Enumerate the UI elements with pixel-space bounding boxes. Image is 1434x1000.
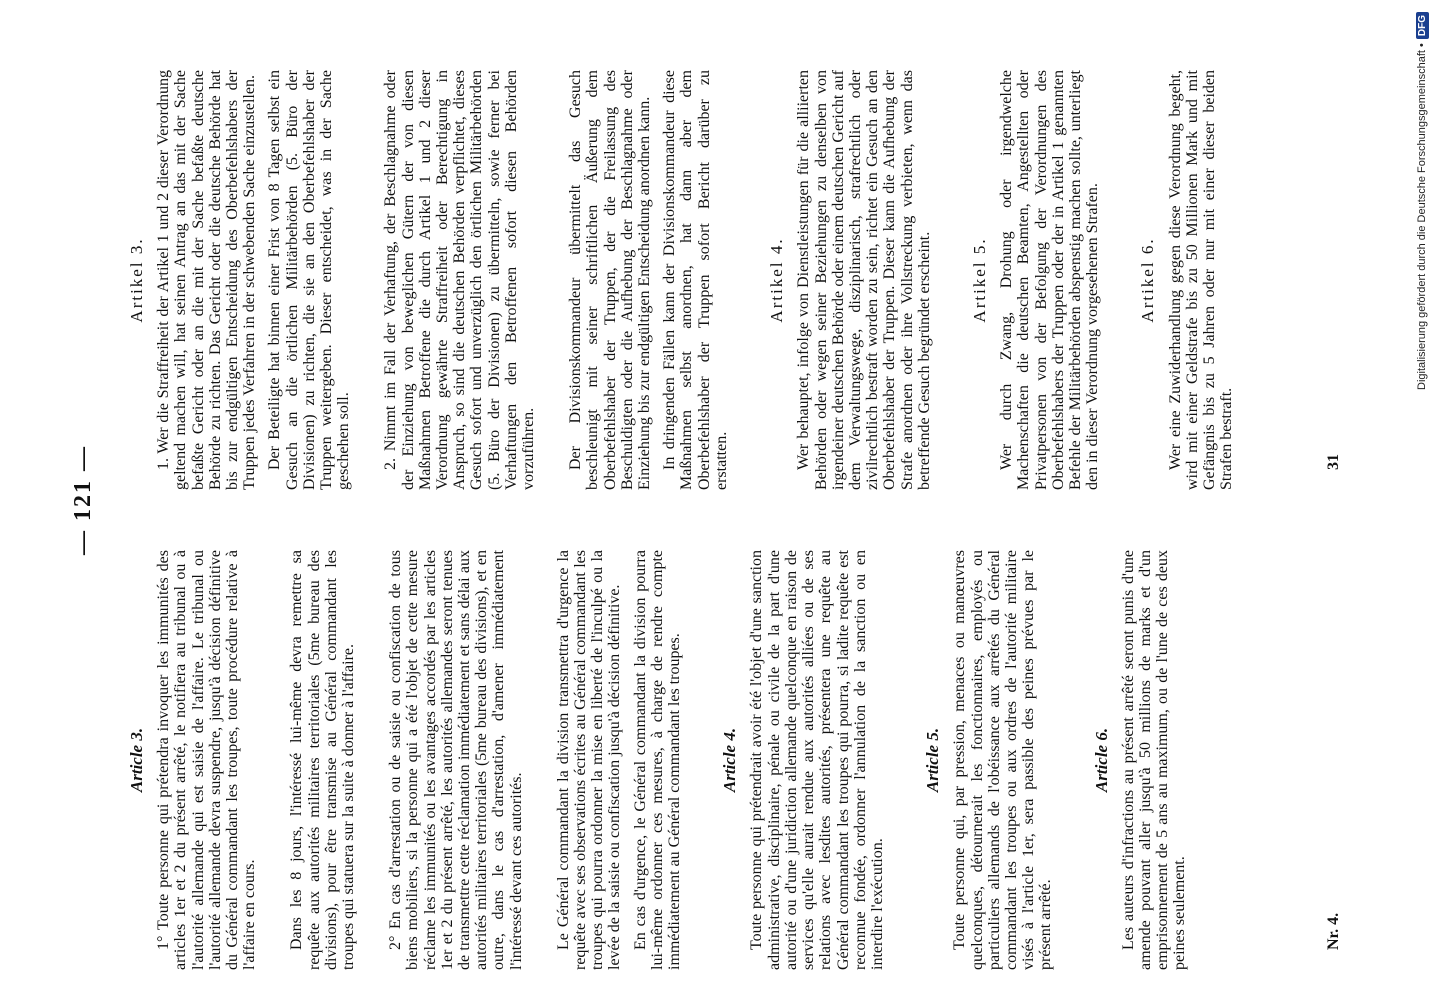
french-article-4-title: Article 4. bbox=[720, 727, 740, 793]
german-article-6-title: Artikel 6. bbox=[1138, 237, 1158, 323]
french-article-3-para-3: 2° En cas d'arrestation ou de saisie ou confiscation de tous biens mobiliers, si la personne qui a été l'objet de cette mesure réclame les immunités ou les avantages accordés par les articles 1er et 2 du présent arrêté, les autorités allemandes seront tenues de transmettre cette réclamation immédiatement et sans délai aux autorités militaires territoriales (5me bureau des divisions), et en outre, dans le cas d'arrestation, d'amener immédiatement l'intéressé devant ces autorités. bbox=[387, 550, 525, 970]
french-article-3-para-5: En cas d'urgence, le Général commandant la division pourra lui-même ordonner ces mesures, à charge de rendre compte immédiatement au Général commandant les troupes. bbox=[631, 550, 684, 970]
page-header: — 121 — bbox=[70, 445, 96, 555]
german-article-5-title: Artikel 5. bbox=[969, 237, 989, 323]
french-article-5-title: Article 5. bbox=[923, 727, 943, 793]
german-article-4-title: Artikel 4. bbox=[767, 237, 787, 323]
french-article-3-title: Article 3. bbox=[127, 727, 146, 793]
german-article-3-para-5: In dringenden Fällen kann der Divisionskommandeur diese Maßnahmen selbst anordnen, hat dann aber dem Oberbefehlshaber der Truppen sofort Bericht darüber zu erstatten. bbox=[661, 70, 730, 490]
german-article-6-para-1: Wer eine Zuwiderhandlung gegen diese Verordnung begeht, wird mit einer Geldstrafe bis zu 50 Millionen Mark und mit Gefängnis bis zu 5 Jahren oder nur mit einer dieser beiden Strafen bestraft. bbox=[1166, 70, 1236, 490]
french-article-5-para-1: Toute personne qui, par pression, menaces ou manœuvres quelconques, détournerait les fonctionnaires, employés ou particuliers allemands de l'obéissance aux arrêtés du Général commandant les troupes ou aux ordres de l'autorité militaire visés à l'article 1er, sera passible des peines prévues par le présent arrêté. bbox=[951, 550, 1055, 970]
rotated-gazette-page bbox=[70, 30, 1370, 970]
footer-page-number: 31 bbox=[1325, 454, 1342, 470]
german-article-3-para-1: 1. Wer die Straffreiheit der Artikel 1 und 2 dieser Verordnung geltend machen will, hat seinen Antrag an das mit der Sache befaßte Gericht oder an die mit der Sache befaßte deutsche Behörde zu richten. Das Gericht oder die deutsche Behörde hat bis zur endgültigen Entscheidung des Oberbefehlshabers der Truppen jedes Verfahren in der schwebenden Sache einzustellen. bbox=[155, 70, 259, 490]
german-article-3-para-2: Der Beteiligte hat binnen einer Frist von 8 Tagen selbst ein Gesuch an die örtlichen Militärbehörden (5. Büro der Divisionen) zu richten, die sie an den Oberbefehlshaber der Truppen weitergeben. Dieser entscheidet, was in der Sache geschehen soll. bbox=[266, 70, 353, 490]
german-column bbox=[120, 70, 1243, 490]
german-article-3-title: Artikel 3. bbox=[127, 237, 146, 323]
digitization-credit: Digitalisierung gefördert durch die Deutsche Forschungsgemeinschaft • bbox=[1416, 43, 1428, 390]
german-article-3-para-4: Der Divisionskommandeur übermittelt das Gesuch beschleunigt mit seiner schriftlichen Äußerung dem Oberbefehlshaber der Truppen, der die Freilassung des Beschuldigten oder die Aufhebung der Beschlagnahme oder Einziehung bis zur endgültigen Entscheidung anordnen kann. bbox=[567, 70, 654, 490]
dfg-logo: DFG bbox=[1416, 12, 1429, 39]
signature-mark: Nr. 4. bbox=[1325, 912, 1342, 950]
french-article-3-para-4: Le Général commandant la division transmettra d'urgence la requête avec ses observations écrites au Général commandant les troupes qui pourra ordonner la mise en liberté de l'inculpé ou la levée de la saisie ou confiscation jusqu'à décision définitive. bbox=[554, 550, 624, 970]
french-article-3-para-2: Dans les 8 jours, l'intéressé lui-même devra remettre sa requête aux autorités militaires territoriales (5me bureau des divisions), pour être transmise au Général commandant les troupes qui statuera sur la suite à donner à l'affaire. bbox=[288, 550, 358, 970]
german-article-4-para-1: Wer behauptet, infolge von Dienstleistungen für die alliierten Behörden oder wegen seiner Beziehungen zu denselben von irgendeiner deutschen Behörde oder einem deutschen Gericht auf dem Verwaltungswege, disziplinarisch, strafrechtlich oder zivilrechtlich bestraft worden zu sein, richtet ein Gesuch an den Oberbefehlshaber der Truppen. Dieser kann die Aufhebung der Strafe anordnen oder ihre Vollstreckung verbieten, wenn das betreffende Gesuch begründet erscheint. bbox=[795, 70, 933, 490]
digitization-sidebar bbox=[1412, 10, 1432, 390]
french-article-3-para-1: 1° Toute personne qui prétendra invoquer les immunités des articles 1er et 2 du présent arrêté, le notifiera au tribunal ou à l'autorité allemande qui est saisie de l'affaire. Le tribunal ou l'autorité allemande devra suspendre, jusqu'à décision définitive du Général commandant les troupes, toute procédure relative à l'affaire en cours. bbox=[155, 550, 259, 970]
french-column bbox=[120, 550, 1197, 970]
french-article-6-para-1: Les auteurs d'infractions au présent arrêté seront punis d'une amende pouvant aller jusqu'à 50 millions de marks et d'un emprisonnement de 5 ans au maximum, ou de l'une de ces deux peines seulement. bbox=[1119, 550, 1189, 970]
french-article-6-title: Article 6. bbox=[1091, 727, 1111, 793]
german-article-5-para-1: Wer durch Zwang, Drohung oder irgendwelche Machenschaften die deutschen Beamten, Angestellten oder Privatpersonen von der Befolgung der Verordnungen des Oberbefehlshabers der Truppen oder der in Artikel 1 genannten Befehle der Militärbehörden abspenstig machen sollte, unterliegt den in dieser Verordnung vorgesehenen Strafen. bbox=[998, 70, 1102, 490]
french-article-4-para-1: Toute personne qui prétendrait avoir été l'objet d'une sanction administrative, disciplinaire, pénale ou civile de la part d'une autorité ou d'une juridiction allemande quelconque en raison de services qu'elle aurait rendue aux autorités alliées ou de ses relations avec lesdites autorités, présentera une requête au Général commandant les troupes qui pourra, si ladite requête est reconnue fondée, ordonner l'annulation de la sanction ou en interdire l'exécution. bbox=[748, 550, 886, 970]
german-article-3-para-3: 2. Nimmt im Fall der Verhaftung, der Beschlagnahme oder der Einziehung von beweglichen Gütern der von diesen Maßnahmen Betroffene die durch Artikel 1 und 2 dieser Verordnung gewährte Straffreiheit oder Berechtigung in Anspruch, so sind die deutschen Behörden verpflichtet, dieses Gesuch sofort und unverzüglich den örtlichen Militärbehörden (5. Büro der Divisionen) zu übermitteln, sowie ferner bei Verhaftungen den Betroffenen sofort diesen Behörden vorzuführen. bbox=[382, 70, 538, 490]
